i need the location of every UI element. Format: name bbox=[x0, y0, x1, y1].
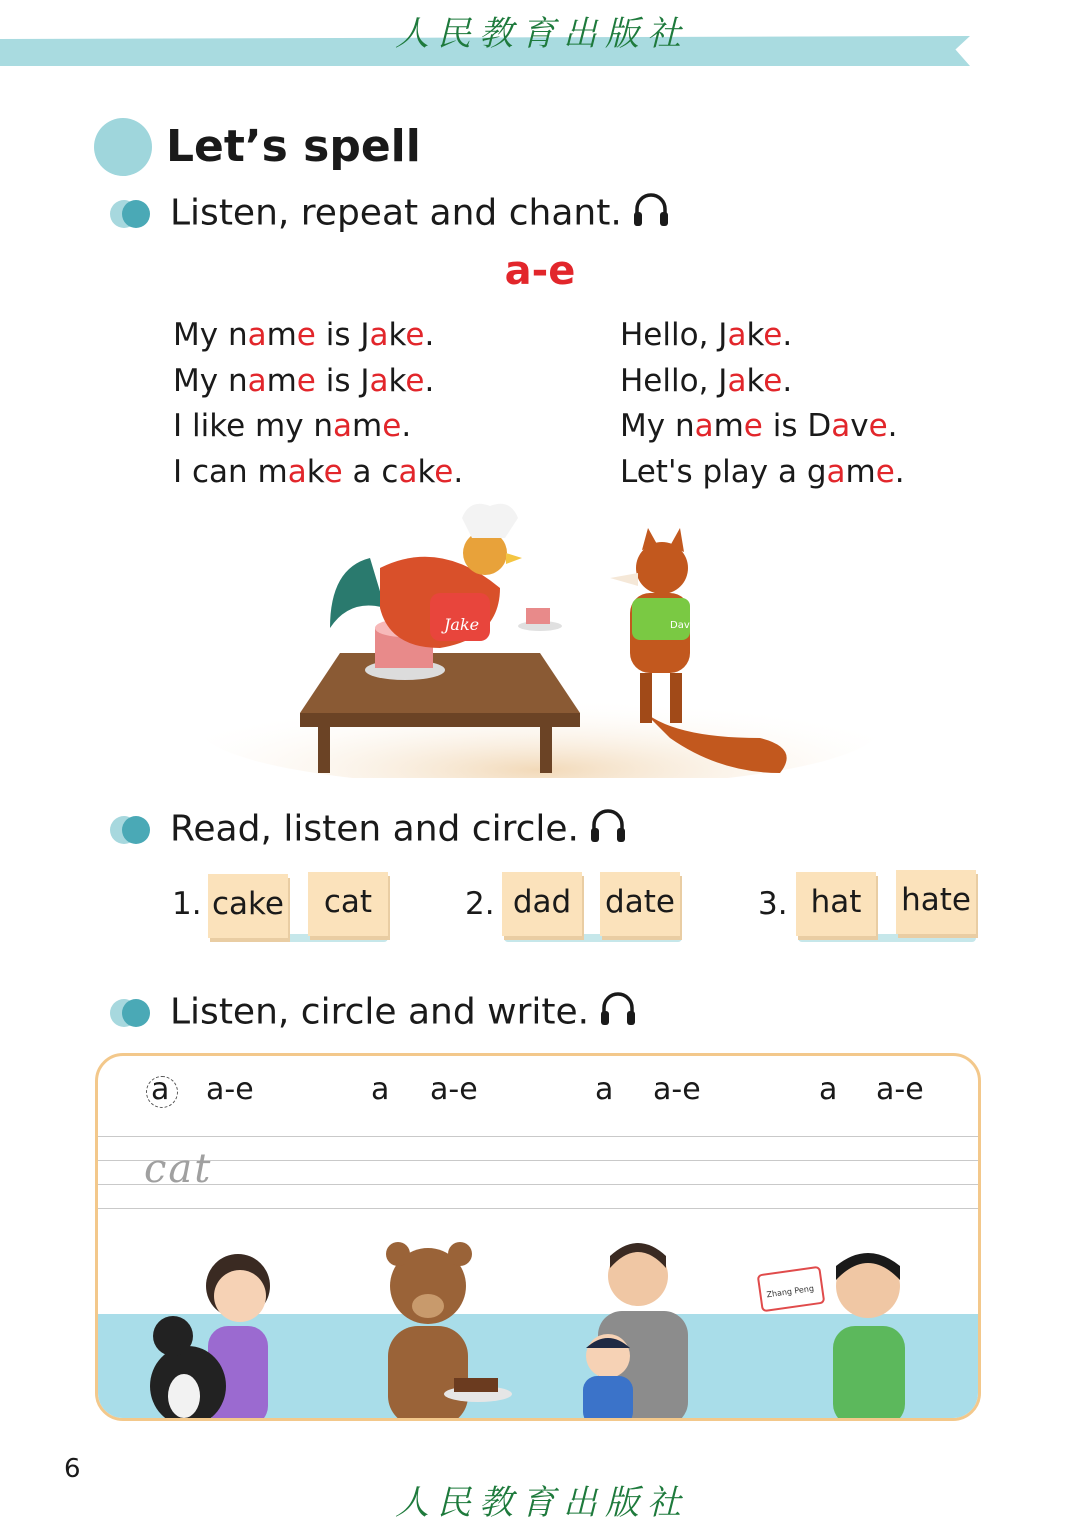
word-card[interactable]: hat bbox=[796, 872, 876, 936]
chant-text: My n bbox=[173, 362, 248, 399]
activity-bullet bbox=[110, 816, 150, 844]
chant-text: k bbox=[417, 453, 435, 490]
chant-text: k bbox=[306, 453, 324, 490]
chant-line bbox=[620, 313, 905, 359]
writing-line bbox=[98, 1136, 978, 1137]
word-card[interactable]: dad bbox=[502, 872, 582, 936]
apron-name: Jake bbox=[444, 615, 480, 634]
chant-text: k bbox=[388, 362, 406, 399]
chant-text: k bbox=[746, 362, 764, 399]
example-answer: cat bbox=[144, 1146, 213, 1192]
chant-text: m bbox=[266, 362, 297, 399]
option-long[interactable]: a-e bbox=[430, 1072, 478, 1107]
highlighted-letter: a bbox=[694, 408, 714, 444]
highlighted-letter: a bbox=[333, 408, 353, 444]
chant-line bbox=[173, 313, 463, 359]
highlighted-letter: a bbox=[727, 317, 747, 353]
option-long[interactable]: a-e bbox=[206, 1072, 254, 1107]
headphones-icon[interactable] bbox=[632, 190, 670, 239]
section-bullet bbox=[94, 118, 152, 176]
chant-text: . bbox=[887, 408, 898, 444]
spelling-pattern: a-e bbox=[504, 248, 576, 294]
chant-text: My n bbox=[173, 317, 248, 353]
chant-text: k bbox=[388, 317, 406, 353]
chant-line bbox=[173, 404, 463, 450]
item-2-number: 2. bbox=[465, 886, 495, 922]
chant-text: . bbox=[424, 362, 435, 399]
chant-text: . bbox=[894, 453, 905, 490]
highlighted-letter: e bbox=[382, 408, 402, 444]
publisher-logo-bottom: 人民教育出版社 bbox=[395, 1483, 689, 1523]
publisher-logo-top: 人民教育出版社 bbox=[395, 14, 689, 54]
option-short[interactable]: a bbox=[371, 1072, 390, 1107]
chant-text: is D bbox=[762, 408, 832, 444]
chant-left-column bbox=[173, 313, 463, 495]
chant-line bbox=[173, 450, 463, 496]
activity-bullet bbox=[110, 200, 150, 228]
highlighted-letter: a bbox=[831, 408, 851, 444]
highlighted-letter: e bbox=[296, 317, 316, 353]
chant-illustration bbox=[200, 498, 880, 778]
highlighted-letter: e bbox=[323, 453, 343, 490]
father-and-child-picture bbox=[583, 1243, 688, 1421]
chant-text: I like my n bbox=[173, 408, 334, 444]
item-3-number: 3. bbox=[758, 886, 788, 922]
chant-text: m bbox=[845, 453, 876, 490]
activity-2-instruction: Read, listen and circle. bbox=[170, 808, 579, 850]
word-card[interactable]: date bbox=[600, 872, 680, 936]
page-number: 6 bbox=[64, 1454, 81, 1484]
chant-text: . bbox=[424, 317, 435, 353]
option-long[interactable]: a-e bbox=[653, 1072, 701, 1107]
chant-text: m bbox=[352, 408, 383, 444]
option-short[interactable]: a bbox=[151, 1072, 170, 1107]
headphones-icon[interactable] bbox=[599, 989, 637, 1038]
word-card[interactable]: cake bbox=[208, 874, 288, 938]
highlighted-letter: e bbox=[763, 362, 783, 399]
chant-line bbox=[620, 404, 905, 450]
chant-text: is J bbox=[315, 362, 370, 399]
section-title: Let’s spell bbox=[166, 121, 421, 172]
activity-bullet bbox=[110, 999, 150, 1027]
chant-text: v bbox=[850, 408, 869, 444]
highlighted-letter: a bbox=[287, 453, 307, 490]
chant-text: Hello, J bbox=[620, 317, 728, 353]
bear-with-cake-picture bbox=[386, 1242, 512, 1421]
highlighted-letter: a bbox=[826, 453, 846, 490]
chant-text: m bbox=[713, 408, 744, 444]
chant-text: a c bbox=[342, 453, 399, 490]
writing-line bbox=[98, 1184, 978, 1185]
highlighted-letter: e bbox=[405, 362, 425, 399]
activity-3-instruction: Listen, circle and write. bbox=[170, 991, 590, 1033]
shirt-name: Dave bbox=[670, 620, 696, 631]
option-long[interactable]: a-e bbox=[876, 1072, 924, 1107]
chant-text: k bbox=[746, 317, 764, 353]
writing-line bbox=[98, 1160, 978, 1161]
chant-text: My n bbox=[620, 408, 695, 444]
highlighted-letter: a bbox=[369, 362, 389, 399]
chant-text: . bbox=[782, 362, 793, 399]
boy-with-name-card-picture bbox=[758, 1253, 905, 1421]
highlighted-letter: a bbox=[369, 317, 389, 353]
chant-right-column bbox=[620, 313, 905, 495]
word-card[interactable]: hate bbox=[896, 870, 976, 934]
chant-text: is J bbox=[315, 317, 370, 353]
writing-line bbox=[98, 1208, 978, 1209]
chant-text: m bbox=[266, 317, 297, 353]
highlighted-letter: e bbox=[763, 317, 783, 353]
word-card[interactable]: cat bbox=[308, 872, 388, 936]
highlighted-letter: e bbox=[868, 408, 888, 444]
highlighted-letter: a bbox=[247, 362, 267, 399]
activity-2-heading bbox=[170, 806, 627, 855]
highlighted-letter: e bbox=[434, 453, 454, 490]
chant-line bbox=[620, 359, 905, 405]
highlighted-letter: a bbox=[398, 453, 418, 490]
chant-line bbox=[620, 450, 905, 496]
activity-1-instruction: Listen, repeat and chant. bbox=[170, 192, 622, 234]
highlighted-letter: e bbox=[875, 453, 895, 490]
chant-text: Hello, J bbox=[620, 362, 728, 399]
highlighted-letter: e bbox=[743, 408, 763, 444]
chant-text: I can m bbox=[173, 453, 288, 490]
chant-text: . bbox=[401, 408, 412, 444]
highlighted-letter: a bbox=[727, 362, 747, 399]
chant-text: . bbox=[453, 453, 464, 490]
activity-3-heading bbox=[170, 989, 637, 1038]
option-short[interactable]: a bbox=[595, 1072, 614, 1107]
highlighted-letter: e bbox=[405, 317, 425, 353]
highlighted-letter: a bbox=[247, 317, 267, 353]
activity-1-heading bbox=[170, 190, 670, 239]
chant-text: . bbox=[782, 317, 793, 353]
girl-with-cat-picture bbox=[150, 1254, 270, 1421]
chant-line bbox=[173, 359, 463, 405]
option-short[interactable]: a bbox=[819, 1072, 838, 1107]
name-card-text: Zhang Peng bbox=[765, 1283, 815, 1300]
picture-row bbox=[98, 1216, 978, 1421]
chant-text: Let's play a g bbox=[620, 453, 827, 490]
rooster-tail bbox=[330, 558, 385, 628]
item-1-number: 1. bbox=[172, 886, 202, 922]
headphones-icon[interactable] bbox=[589, 806, 627, 855]
highlighted-letter: e bbox=[296, 362, 316, 399]
write-box bbox=[95, 1053, 981, 1421]
